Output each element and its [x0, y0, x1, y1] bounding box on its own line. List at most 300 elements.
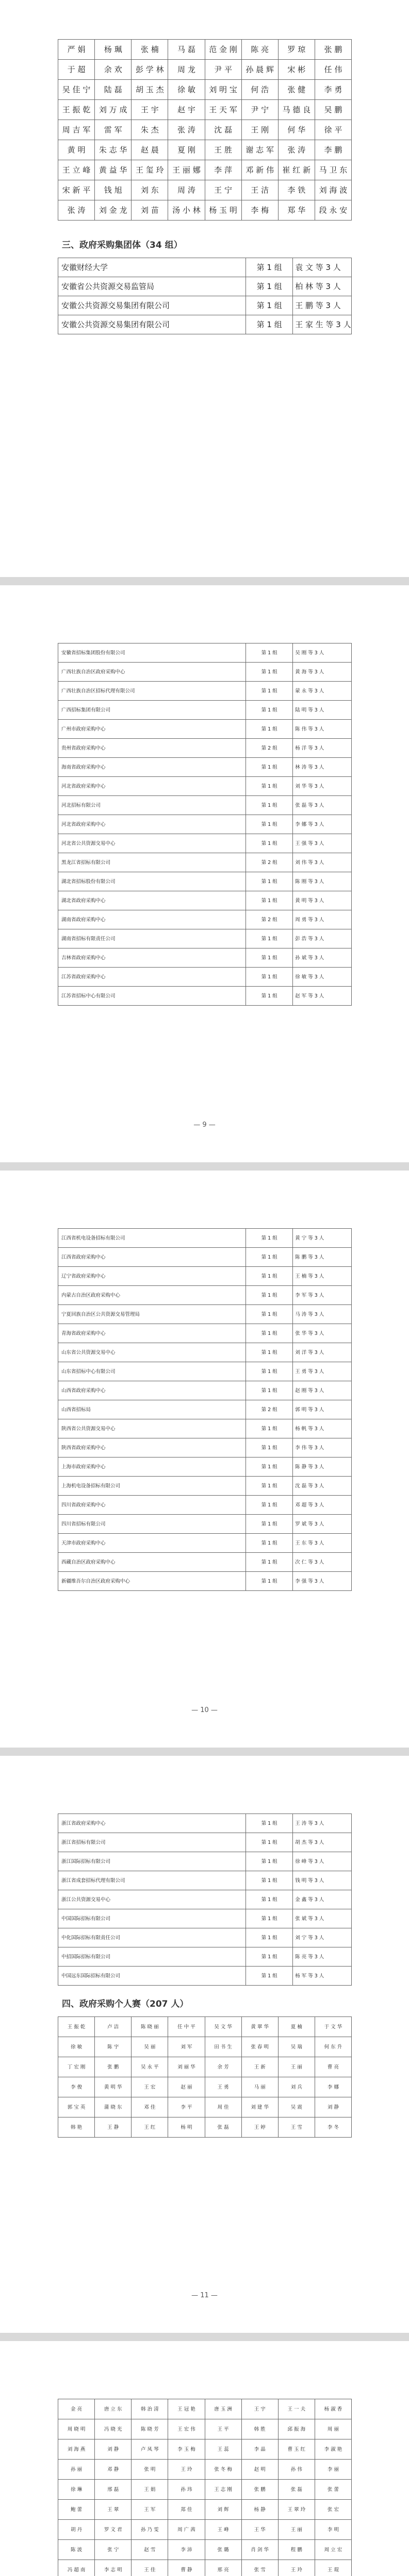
group-row: [58, 1458, 352, 1477]
group-cell: 第 1 组: [246, 1909, 293, 1928]
group-cell: 第 2 组: [246, 853, 293, 872]
names-row: [58, 2540, 352, 2560]
name-cell: 王 娟: [132, 2480, 168, 2500]
members-cell: 郭 明 等 3 人: [293, 1400, 352, 1419]
name-cell: 黄 翠 华: [241, 2017, 278, 2037]
name-cell: 陈 波: [58, 2540, 95, 2560]
name-cell: 刘 海 燕: [58, 2439, 95, 2460]
members-cell: 陈 伟 等 3 人: [293, 720, 352, 739]
members-cell: 彭 浩 等 3 人: [293, 929, 352, 948]
org-name-cell: 河北省政府采购中心: [58, 777, 246, 796]
org-name-cell: 湖北省招标股份有限公司: [58, 872, 246, 891]
name-cell: 王 宁: [205, 180, 241, 200]
org-name-cell: 江苏省政府采购中心: [58, 968, 246, 987]
members-cell: 马 涛 等 3 人: [293, 1305, 352, 1324]
name-cell: 张 磊: [205, 2117, 241, 2138]
members-cell: 张 斌 等 3 人: [293, 1909, 352, 1928]
name-cell: 李 明: [315, 2520, 351, 2540]
name-cell: 吴 文 华: [205, 2017, 241, 2037]
names-table-1: [58, 39, 352, 221]
name-cell: 刘 金 龙: [95, 200, 132, 221]
group-teams-table-3: [58, 1228, 352, 1591]
org-name-cell: 湖南省招标有限责任公司: [58, 929, 246, 948]
members-cell: 陈 亮 等 3 人: [293, 1947, 352, 1967]
name-cell: 孙 丽: [58, 2460, 95, 2480]
name-cell: 李 淑 艳: [315, 2439, 351, 2460]
name-cell: 王 琨: [315, 2560, 351, 2576]
group-cell: 第 2 组: [246, 739, 293, 758]
name-cell: 夏 楠: [278, 2017, 315, 2037]
names-row: [58, 2419, 352, 2439]
org-name-cell: 山东省招标中心有限公司: [58, 1362, 246, 1381]
name-cell: 余 芳: [205, 2057, 241, 2077]
name-cell: 王 玲: [278, 2560, 315, 2576]
name-cell: 张 鹏: [315, 40, 351, 60]
group-row: [58, 1362, 352, 1381]
name-cell: 邱 振 海: [278, 2419, 315, 2439]
name-cell: 王 志 刚: [205, 2480, 241, 2500]
org-name-cell: 河北省公共资源交易中心: [58, 834, 246, 853]
group-cell: 第 1 组: [246, 1286, 293, 1305]
group-row: [58, 1947, 352, 1967]
group-cell: 第 1 组: [246, 1871, 293, 1890]
members-cell: 李 伟 等 3 人: [293, 1438, 352, 1458]
name-cell: 胡 丹: [58, 2520, 95, 2540]
group-cell: 第 1 组: [246, 682, 293, 701]
name-cell: 陈 晓 丽: [132, 2017, 168, 2037]
members-cell: 杨 洋 等 3 人: [293, 739, 352, 758]
group-row: [58, 1286, 352, 1305]
group-cell: 第 2 组: [246, 1400, 293, 1419]
group-row: [58, 663, 352, 682]
names-row: [58, 2460, 352, 2480]
name-cell: 吴 震: [278, 2097, 315, 2117]
name-cell: 张 涛: [278, 140, 315, 160]
document-page-1: [0, 0, 409, 577]
org-name-cell: 广西壮族自治区招标代理有限公司: [58, 682, 246, 701]
names-row: [58, 100, 352, 120]
org-name-cell: 天津市政府采购中心: [58, 1534, 246, 1553]
group-row: [58, 1572, 352, 1591]
name-cell: 尹 宁: [241, 100, 278, 120]
name-cell: 杨 明: [168, 2117, 205, 2138]
group-teams-table-1: [58, 258, 352, 334]
name-cell: 唐 玉 洲: [205, 2399, 241, 2419]
members-cell: 罗 斌 等 3 人: [293, 1515, 352, 1534]
group-row: [58, 296, 352, 315]
group-row: [58, 948, 352, 968]
members-cell: 王 鹏 等 3 人: [293, 296, 352, 315]
name-cell: 杨 玉 明: [205, 200, 241, 221]
name-cell: 马 磊: [168, 40, 205, 60]
group-cell: 第 1 组: [246, 968, 293, 987]
org-name-cell: 宁夏回族自治区公共资源交易管理局: [58, 1305, 246, 1324]
name-cell: 卢 洁: [95, 2017, 132, 2037]
group-cell: 第 1 组: [246, 948, 293, 968]
name-cell: 唐 立 东: [95, 2399, 132, 2419]
org-name-cell: 四川省招标有限公司: [58, 1515, 246, 1534]
names-row: [58, 2097, 352, 2117]
names-row: [58, 2399, 352, 2419]
name-cell: 尹 平: [205, 60, 241, 80]
name-cell: 王 立 峰: [58, 160, 95, 180]
names-row: [58, 2520, 352, 2540]
name-cell: 陈 宇: [95, 2037, 132, 2057]
name-cell: 周 吉 军: [58, 120, 95, 140]
group-cell: 第 1 组: [246, 720, 293, 739]
org-name-cell: 湖北省政府采购中心: [58, 891, 246, 910]
name-cell: 吴 永 平: [132, 2057, 168, 2077]
group-row: [58, 1515, 352, 1534]
group-cell: 第 1 组: [246, 1496, 293, 1515]
name-cell: 王 蕊: [205, 2439, 241, 2460]
members-cell: 王 东 等 3 人: [293, 1534, 352, 1553]
name-cell: 何 浩: [241, 80, 278, 100]
group-row: [58, 1343, 352, 1362]
group-teams-table-2: [58, 643, 352, 1006]
org-name-cell: 中化国际招标有限责任公司: [58, 1928, 246, 1947]
group-cell: 第 1 组: [246, 1967, 293, 1986]
name-cell: 王 宏 伟: [168, 2419, 205, 2439]
group-cell: 第 1 组: [246, 1477, 293, 1496]
name-cell: 朱 杰: [132, 120, 168, 140]
names-row: [58, 180, 352, 200]
members-cell: 王 家 生 等 3 人: [293, 315, 352, 334]
members-cell: 陆 明 等 3 人: [293, 701, 352, 720]
names-row: [58, 2057, 352, 2077]
org-name-cell: 浙江国际招标有限公司: [58, 1852, 246, 1871]
name-cell: 冯 超 南: [58, 2560, 95, 2576]
name-cell: 刘 辉: [205, 2500, 241, 2520]
org-name-cell: 贵州省政府采购中心: [58, 739, 246, 758]
name-cell: 张 健: [278, 80, 315, 100]
members-cell: 刘 洋 等 3 人: [293, 1343, 352, 1362]
name-cell: 程 鹏: [278, 2540, 315, 2560]
name-cell: 赵 丽: [168, 2077, 205, 2097]
name-cell: 朱 志 华: [95, 140, 132, 160]
group-cell: 第 1 组: [246, 663, 293, 682]
org-name-cell: 吉林省政府采购中心: [58, 948, 246, 968]
group-row: [58, 1305, 352, 1324]
name-cell: 周 立 宏: [315, 2540, 351, 2560]
name-cell: 任 中 平: [168, 2017, 205, 2037]
group-row: [58, 853, 352, 872]
group-cell: 第 1 组: [246, 929, 293, 948]
members-cell: 黄 海 等 3 人: [293, 663, 352, 682]
name-cell: 罗 文 君: [95, 2520, 132, 2540]
members-cell: 赵 刚 等 3 人: [293, 1381, 352, 1400]
group-row: [58, 277, 352, 296]
name-cell: 于 文 华: [315, 2017, 351, 2037]
org-name-cell: 新疆维吾尔自治区政府采购中心: [58, 1572, 246, 1591]
group-cell: 第 1 组: [246, 1305, 293, 1324]
group-cell: 第 1 组: [246, 1833, 293, 1852]
name-cell: 韩 胜: [241, 2419, 278, 2439]
name-cell: 赵 晨: [132, 140, 168, 160]
members-cell: 刘 伟 等 3 人: [293, 853, 352, 872]
name-cell: 周 龙: [168, 60, 205, 80]
org-name-cell: 河北招标有限公司: [58, 796, 246, 815]
name-cell: 王 玺 玲: [132, 160, 168, 180]
name-cell: 徐 敏: [58, 2037, 95, 2057]
group-cell: 第 1 组: [246, 1553, 293, 1572]
group-row: [58, 987, 352, 1006]
members-cell: 胡 杰 等 3 人: [293, 1833, 352, 1852]
name-cell: 王 宏: [132, 2077, 168, 2097]
name-cell: 邓 静: [95, 2460, 132, 2480]
names-row: [58, 2480, 352, 2500]
org-name-cell: 海南省政府采购中心: [58, 758, 246, 777]
members-cell: 王 楠 等 3 人: [293, 1267, 352, 1286]
group-row: [58, 643, 352, 663]
org-name-cell: 安徽财经大学: [58, 258, 246, 277]
names-row: [58, 2560, 352, 2576]
group-cell: 第 1 组: [246, 1324, 293, 1343]
name-cell: 刘 军: [168, 2037, 205, 2057]
org-name-cell: 安徽省公共资源交易监管局: [58, 277, 246, 296]
name-cell: 张 蕾: [315, 2480, 351, 2500]
name-cell: 孙 晨 辉: [241, 60, 278, 80]
org-name-cell: 浙江省成套招标代理有限公司: [58, 1871, 246, 1890]
name-cell: 王 勇: [205, 2077, 241, 2097]
org-name-cell: 四川省政府采购中心: [58, 1496, 246, 1515]
group-row: [58, 758, 352, 777]
members-cell: 沈 磊 等 3 人: [293, 1477, 352, 1496]
document-page-4: [0, 1756, 409, 2333]
members-cell: 张 磊 等 3 人: [293, 796, 352, 815]
name-cell: 王 雪: [278, 2117, 315, 2138]
name-cell: 田 书 生: [205, 2037, 241, 2057]
name-cell: 王 静: [95, 2117, 132, 2138]
group-row: [58, 777, 352, 796]
group-cell: 第 1 组: [246, 834, 293, 853]
group-row: [58, 1553, 352, 1572]
name-cell: 王 翠: [95, 2500, 132, 2520]
group-row: [58, 682, 352, 701]
name-cell: 曹 玉 红: [278, 2439, 315, 2460]
name-cell: 王 丽: [278, 2520, 315, 2540]
name-cell: 赵 宇: [168, 100, 205, 120]
name-cell: 张 宁: [95, 2540, 132, 2560]
name-cell: 李 丽: [315, 2460, 351, 2480]
name-cell: 李 玉 梅: [168, 2439, 205, 2460]
section-title-individuals: 四、政府采购个人赛（207 人）: [62, 1999, 189, 2009]
name-cell: 张 鹏: [241, 2480, 278, 2500]
org-name-cell: 广州市政府采购中心: [58, 720, 246, 739]
name-cell: 李 俊: [58, 2077, 95, 2097]
name-cell: 黄 明 华: [95, 2077, 132, 2097]
name-cell: 宋 彬: [278, 60, 315, 80]
org-name-cell: 内蒙古自治区政府采购中心: [58, 1286, 246, 1305]
name-cell: 刘 海 波: [315, 180, 351, 200]
group-row: [58, 1814, 352, 1833]
group-row: [58, 1534, 352, 1553]
group-row: [58, 1438, 352, 1458]
name-cell: 徐 敏: [168, 80, 205, 100]
name-cell: 周 晓 明: [58, 2419, 95, 2439]
members-cell: 杨 军 等 3 人: [293, 1967, 352, 1986]
org-name-cell: 广西壮族自治区政府采购中心: [58, 663, 246, 682]
members-cell: 陈 静 等 3 人: [293, 1458, 352, 1477]
name-cell: 刘 万 成: [95, 100, 132, 120]
members-cell: 王 强 等 3 人: [293, 834, 352, 853]
names-row: [58, 2017, 352, 2037]
group-row: [58, 929, 352, 948]
name-cell: 徐 平: [315, 120, 351, 140]
group-cell: 第 1 组: [246, 315, 293, 334]
members-cell: 柏 林 等 3 人: [293, 277, 352, 296]
document-page-5: [0, 2341, 409, 2576]
name-cell: 孙 玮: [168, 2480, 205, 2500]
group-cell: 第 1 组: [246, 1852, 293, 1871]
name-cell: 马 卫 东: [315, 160, 351, 180]
members-cell: 吴 刚 等 3 人: [293, 643, 352, 663]
org-name-cell: 广西招标集团有限公司: [58, 701, 246, 720]
group-row: [58, 1419, 352, 1438]
name-cell: 张 楠: [132, 40, 168, 60]
name-cell: 陈 亮: [241, 40, 278, 60]
group-row: [58, 872, 352, 891]
name-cell: 郑 佳: [168, 2500, 205, 2520]
names-row: [58, 2500, 352, 2520]
group-row: [58, 1890, 352, 1909]
org-name-cell: 陕西省公共资源交易中心: [58, 1419, 246, 1438]
group-cell: 第 1 组: [246, 815, 293, 834]
group-row: [58, 1477, 352, 1496]
name-cell: 王 华: [241, 2520, 278, 2540]
group-cell: 第 1 组: [246, 1515, 293, 1534]
members-cell: 陈 鹏 等 3 人: [293, 1248, 352, 1267]
names-table-4: [58, 2016, 352, 2138]
name-cell: 汤 小 林: [168, 200, 205, 221]
name-cell: 杨 淑 香: [315, 2399, 351, 2419]
section-title-group-teams: 三、政府采购集团体（34 组）: [62, 240, 183, 250]
members-cell: 邓 超 等 3 人: [293, 1496, 352, 1515]
name-cell: 黄 益 华: [95, 160, 132, 180]
names-row: [58, 2439, 352, 2460]
members-cell: 孙 斌 等 3 人: [293, 948, 352, 968]
members-cell: 金 鑫 等 3 人: [293, 1890, 352, 1909]
group-cell: 第 1 组: [246, 1534, 293, 1553]
name-cell: 丁 宏 刚: [58, 2057, 95, 2077]
group-row: [58, 1852, 352, 1871]
name-cell: 刘 明 宝: [205, 80, 241, 100]
name-cell: 邓 新 伟: [241, 160, 278, 180]
group-row: [58, 1833, 352, 1852]
name-cell: 金 亮: [58, 2399, 95, 2419]
group-row: [58, 1267, 352, 1286]
name-cell: 王 新: [241, 2057, 278, 2077]
name-cell: 韩 治 清: [132, 2399, 168, 2419]
name-cell: 夏 刚: [168, 140, 205, 160]
org-name-cell: 上海机电设备招标有限公司: [58, 1477, 246, 1496]
name-cell: 宋 新 平: [58, 180, 95, 200]
group-row: [58, 891, 352, 910]
group-cell: 第 1 组: [246, 1267, 293, 1286]
org-name-cell: 安徽公共资源交易集团有限公司: [58, 315, 246, 334]
name-cell: 任 伟: [315, 60, 351, 80]
name-cell: 范 金 刚: [205, 40, 241, 60]
name-cell: 张 涛: [168, 120, 205, 140]
org-name-cell: 山西省招标局: [58, 1400, 246, 1419]
name-cell: 李 晶: [241, 2439, 278, 2460]
document-page-2: [0, 585, 409, 1162]
group-cell: 第 1 组: [246, 296, 293, 315]
org-name-cell: 黑龙江省招标有限公司: [58, 853, 246, 872]
name-cell: 张 春 明: [241, 2037, 278, 2057]
org-name-cell: 浙江省招标有限公司: [58, 1833, 246, 1852]
group-cell: 第 1 组: [246, 1947, 293, 1967]
name-cell: 邢 亮: [205, 2560, 241, 2576]
name-cell: 吴 丽: [132, 2037, 168, 2057]
name-cell: 李 冬: [315, 2117, 351, 2138]
group-cell: 第 2 组: [246, 910, 293, 929]
group-row: [58, 1324, 352, 1343]
name-cell: 张 磊: [278, 2480, 315, 2500]
org-name-cell: 浙江公共资源交易中心: [58, 1890, 246, 1909]
name-cell: 张 璐: [205, 2540, 241, 2560]
name-cell: 王 丽 娜: [168, 160, 205, 180]
group-cell: 第 1 组: [246, 1928, 293, 1947]
group-row: [58, 910, 352, 929]
name-cell: 王 峰: [205, 2520, 241, 2540]
name-cell: 李 梅: [241, 200, 278, 221]
members-cell: 袁 文 等 3 人: [293, 258, 352, 277]
names-row: [58, 80, 352, 100]
names-row: [58, 160, 352, 180]
name-cell: 周 涛: [168, 180, 205, 200]
group-cell: 第 1 组: [246, 1438, 293, 1458]
members-cell: 徐 敏 等 3 人: [293, 968, 352, 987]
group-row: [58, 1248, 352, 1267]
group-row: [58, 258, 352, 277]
name-cell: 吴 佳 宁: [58, 80, 95, 100]
group-row: [58, 1928, 352, 1947]
name-cell: 肖 剑 华: [241, 2540, 278, 2560]
group-teams-table-4: [58, 1814, 352, 1986]
org-name-cell: 山东省公共资源交易中心: [58, 1343, 246, 1362]
name-cell: 邓 佳: [132, 2097, 168, 2117]
name-cell: 刘 静: [315, 2097, 351, 2117]
org-name-cell: 安徽公共资源交易集团有限公司: [58, 296, 246, 315]
group-cell: 第 1 组: [246, 1458, 293, 1477]
name-cell: 刘 兵: [278, 2077, 315, 2097]
org-name-cell: 中国远东国际招标有限公司: [58, 1967, 246, 1986]
name-cell: 段 永 安: [315, 200, 351, 221]
members-cell: 刘 宁 等 3 人: [293, 1928, 352, 1947]
name-cell: 张 明: [132, 2460, 168, 2480]
name-cell: 刘 苗: [132, 200, 168, 221]
name-cell: 李 萍: [205, 160, 241, 180]
page-number: — 10 —: [191, 1706, 218, 1714]
name-cell: 何 华: [278, 120, 315, 140]
name-cell: 郑 华: [278, 200, 315, 221]
name-cell: 胡 玉 杰: [132, 80, 168, 100]
group-cell: 第 1 组: [246, 701, 293, 720]
name-cell: 马 丽: [241, 2077, 278, 2097]
names-row: [58, 40, 352, 60]
name-cell: 孙 伟: [278, 2460, 315, 2480]
name-cell: 鲍 蕾: [58, 2500, 95, 2520]
group-row: [58, 968, 352, 987]
org-name-cell: 中招国际招标有限公司: [58, 1947, 246, 1967]
document-page-3: [0, 1171, 409, 1748]
members-cell: 李 娜 等 3 人: [293, 815, 352, 834]
org-name-cell: 辽宁省政府采购中心: [58, 1267, 246, 1286]
name-cell: 何 东 升: [315, 2037, 351, 2057]
members-cell: 张 华 等 3 人: [293, 1324, 352, 1343]
name-cell: 王 丽: [278, 2057, 315, 2077]
